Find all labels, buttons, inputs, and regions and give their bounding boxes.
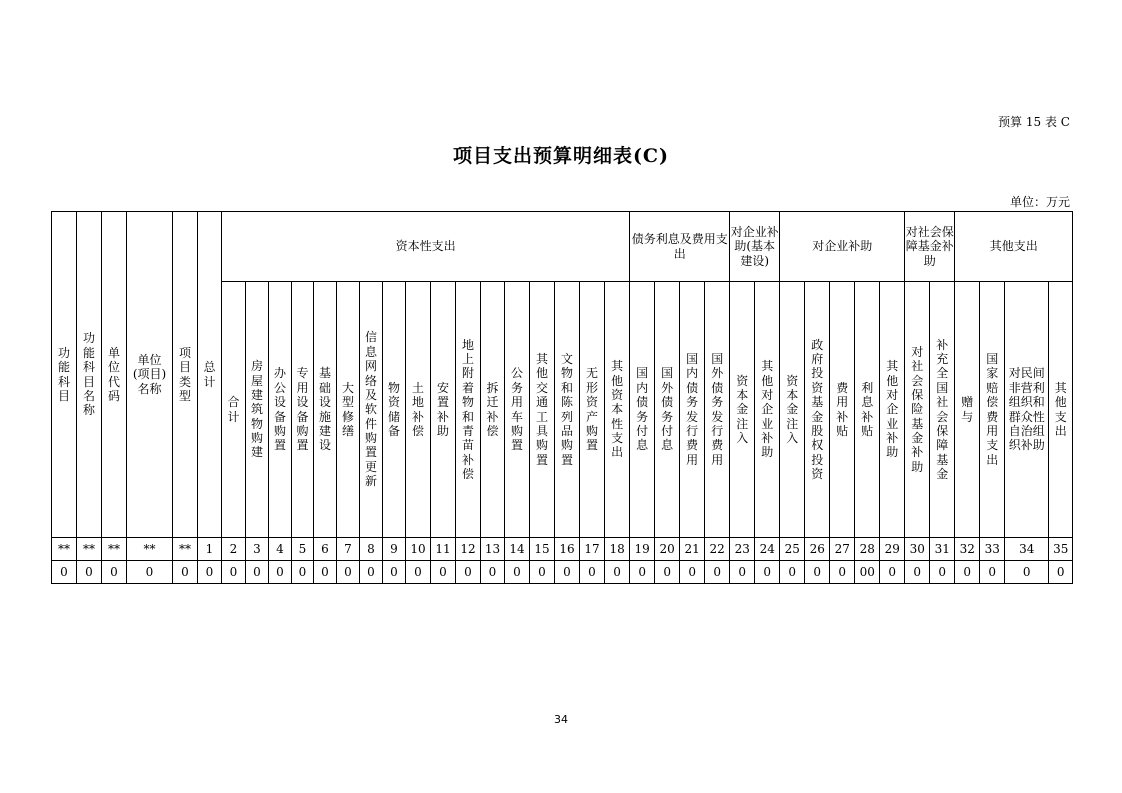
code-cell: 33 <box>980 538 1005 561</box>
sub-col-19: 国 内 债 务 付 息 <box>630 282 655 538</box>
sub-col-29: 其 他 对 企 业 补 助 <box>880 282 905 538</box>
group-enterprise: 对企业补助 <box>780 212 905 282</box>
group-capital: 资本性支出 <box>222 212 630 282</box>
value-cell: 0 <box>730 561 755 584</box>
sub-col-32: 赠 与 <box>955 282 980 538</box>
code-cell: 24 <box>755 538 780 561</box>
code-cell: 8 <box>360 538 383 561</box>
sub-col-15: 其 他 交 通 工 具 购 置 <box>530 282 555 538</box>
value-cell: 0 <box>630 561 655 584</box>
value-cell: 0 <box>246 561 269 584</box>
value-cell: 0 <box>292 561 314 584</box>
code-cell: 28 <box>855 538 880 561</box>
code-cell: 34 <box>1005 538 1049 561</box>
value-cell: 0 <box>930 561 955 584</box>
value-cell: 0 <box>505 561 530 584</box>
group-social-security: 对社会保 障基金补 助 <box>905 212 955 282</box>
col-function-code: 功 能 科 目 <box>52 212 77 538</box>
budget-table <box>51 211 1073 584</box>
sub-col-7: 大 型 修 缮 <box>337 282 360 538</box>
code-cell: 4 <box>269 538 292 561</box>
value-cell: 0 <box>52 561 77 584</box>
sub-col-11: 安 置 补 助 <box>431 282 456 538</box>
sub-col-13: 拆 迁 补 偿 <box>481 282 505 538</box>
code-cell: ** <box>173 538 198 561</box>
code-cell: 23 <box>730 538 755 561</box>
sub-col-33: 国 家 赔 偿 费 用 支 出 <box>980 282 1005 538</box>
code-cell: 6 <box>314 538 337 561</box>
code-cell: 17 <box>580 538 605 561</box>
sub-col-24: 其 他 对 企 业 补 助 <box>755 282 780 538</box>
sub-col-28: 利 息 补 贴 <box>855 282 880 538</box>
value-cell: 0 <box>955 561 980 584</box>
code-cell: 7 <box>337 538 360 561</box>
value-row <box>52 561 1073 584</box>
code-cell: 29 <box>880 538 905 561</box>
value-cell: 0 <box>580 561 605 584</box>
code-cell: ** <box>127 538 173 561</box>
group-debt: 债务利息及费用支 出 <box>630 212 730 282</box>
value-cell: 0 <box>830 561 855 584</box>
value-cell: 0 <box>655 561 680 584</box>
sub-col-21: 国 内 债 务 发 行 费 用 <box>680 282 705 538</box>
value-cell: 0 <box>605 561 630 584</box>
value-cell: 0 <box>269 561 292 584</box>
sub-col-25: 资 本 金 注 入 <box>780 282 805 538</box>
sub-col-23: 资 本 金 注 入 <box>730 282 755 538</box>
value-cell: 0 <box>805 561 830 584</box>
code-cell: 27 <box>830 538 855 561</box>
value-cell: 0 <box>406 561 431 584</box>
sub-col-14: 公 务 用 车 购 置 <box>505 282 530 538</box>
code-cell: 18 <box>605 538 630 561</box>
value-cell: 0 <box>198 561 222 584</box>
sub-col-26: 政 府 投 资 基 金 股 权 投 资 <box>805 282 830 538</box>
code-cell: ** <box>102 538 127 561</box>
sub-col-20: 国 外 债 务 付 息 <box>655 282 680 538</box>
page-title: 项目支出预算明细表(C) <box>452 145 670 167</box>
sub-col-16: 文 物 和 陈 列 品 购 置 <box>555 282 580 538</box>
value-cell: 0 <box>755 561 780 584</box>
value-cell: 0 <box>431 561 456 584</box>
code-cell: 19 <box>630 538 655 561</box>
code-cell: 13 <box>481 538 505 561</box>
code-cell: 14 <box>505 538 530 561</box>
sub-col-8: 信 息 网 络 及 软 件 购 置 更 新 <box>360 282 383 538</box>
code-cell: 9 <box>383 538 406 561</box>
value-cell: 0 <box>314 561 337 584</box>
col-function-name: 功 能 科 目 名 称 <box>77 212 102 538</box>
sub-col-5: 专 用 设 备 购 置 <box>292 282 314 538</box>
value-cell: 0 <box>360 561 383 584</box>
code-row <box>52 538 1073 561</box>
value-cell: 0 <box>127 561 173 584</box>
sub-col-17: 无 形 资 产 购 置 <box>580 282 605 538</box>
sub-col-35: 其 他 支 出 <box>1049 282 1073 538</box>
code-cell: 25 <box>780 538 805 561</box>
code-cell: 26 <box>805 538 830 561</box>
value-cell: 0 <box>1049 561 1073 584</box>
page-number: 34 <box>554 713 568 726</box>
code-cell: ** <box>77 538 102 561</box>
code-cell: 22 <box>705 538 730 561</box>
value-cell: 0 <box>905 561 930 584</box>
value-cell: 0 <box>173 561 198 584</box>
value-cell: 00 <box>855 561 880 584</box>
value-cell: 0 <box>222 561 246 584</box>
code-cell: 35 <box>1049 538 1073 561</box>
sub-col-2: 合 计 <box>222 282 246 538</box>
code-cell: 10 <box>406 538 431 561</box>
code-cell: 20 <box>655 538 680 561</box>
value-cell: 0 <box>880 561 905 584</box>
sub-col-4: 办 公 设 备 购 置 <box>269 282 292 538</box>
code-cell: 21 <box>680 538 705 561</box>
code-cell: 15 <box>530 538 555 561</box>
value-cell: 0 <box>780 561 805 584</box>
code-cell: 11 <box>431 538 456 561</box>
value-cell: 0 <box>456 561 481 584</box>
sub-col-34: 对民间 非营利 组织和 群众性 自治组 织补助 <box>1005 282 1049 538</box>
sub-col-30: 对 社 会 保 险 基 金 补 助 <box>905 282 930 538</box>
col-project-type: 项 目 类 型 <box>173 212 198 538</box>
sub-col-22: 国 外 债 务 发 行 费 用 <box>705 282 730 538</box>
code-cell: 12 <box>456 538 481 561</box>
code-cell: 3 <box>246 538 269 561</box>
code-cell: 1 <box>198 538 222 561</box>
code-cell: ** <box>52 538 77 561</box>
sub-col-31: 补 充 全 国 社 会 保 障 基 金 <box>930 282 955 538</box>
col-unit-name: 单位 (项目) 名称 <box>127 212 173 538</box>
sub-col-27: 费 用 补 贴 <box>830 282 855 538</box>
code-cell: 30 <box>905 538 930 561</box>
group-enterprise-build: 对企业补 助(基本 建设) <box>730 212 780 282</box>
code-cell: 32 <box>955 538 980 561</box>
code-cell: 31 <box>930 538 955 561</box>
code-cell: 2 <box>222 538 246 561</box>
value-cell: 0 <box>530 561 555 584</box>
code-cell: 16 <box>555 538 580 561</box>
sub-col-10: 土 地 补 偿 <box>406 282 431 538</box>
value-cell: 0 <box>980 561 1005 584</box>
value-cell: 0 <box>680 561 705 584</box>
value-cell: 0 <box>481 561 505 584</box>
sub-col-3: 房 屋 建 筑 物 购 建 <box>246 282 269 538</box>
value-cell: 0 <box>383 561 406 584</box>
col-total: 总 计 <box>198 212 222 538</box>
value-cell: 0 <box>1005 561 1049 584</box>
value-cell: 0 <box>337 561 360 584</box>
form-tag: 预算 15 表 C <box>998 115 1070 129</box>
sub-col-9: 物 资 储 备 <box>383 282 406 538</box>
group-other: 其他支出 <box>955 212 1073 282</box>
unit-label: 单位：万元 <box>1009 195 1070 209</box>
value-cell: 0 <box>102 561 127 584</box>
value-cell: 0 <box>77 561 102 584</box>
sub-col-6: 基 础 设 施 建 设 <box>314 282 337 538</box>
code-cell: 5 <box>292 538 314 561</box>
col-unit-code: 单 位 代 码 <box>102 212 127 538</box>
value-cell: 0 <box>555 561 580 584</box>
sub-col-12: 地 上 附 着 物 和 青 苗 补 偿 <box>456 282 481 538</box>
value-cell: 0 <box>705 561 730 584</box>
sub-col-18: 其 他 资 本 性 支 出 <box>605 282 630 538</box>
